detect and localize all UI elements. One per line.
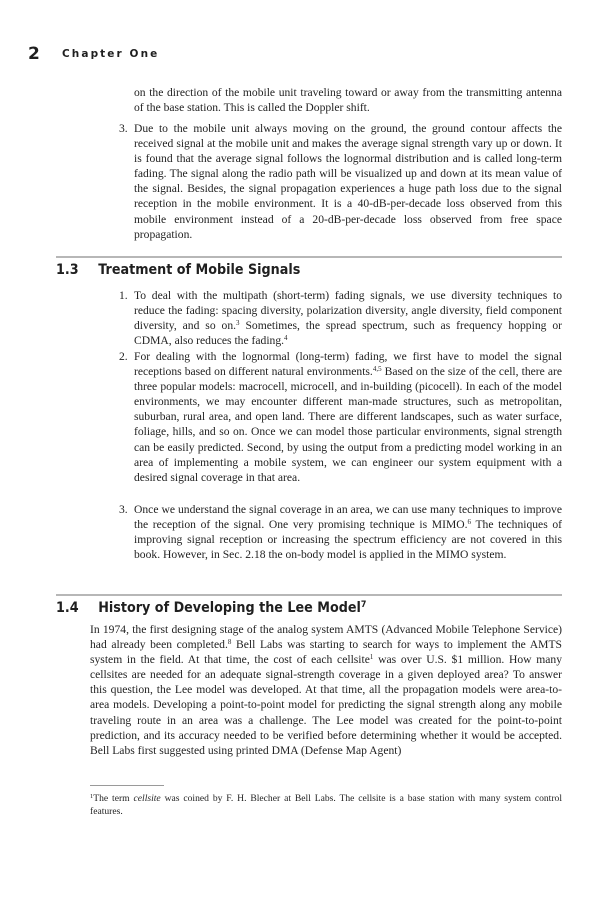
- chapter-label: Chapter One: [62, 48, 160, 60]
- page-number: 2: [28, 44, 40, 64]
- section-rule: [56, 256, 562, 258]
- footnote-ref: 1: [369, 653, 374, 662]
- citation-ref: 8: [227, 638, 232, 647]
- citation-ref: 7: [360, 600, 367, 610]
- list-item-text: Due to the mobile unit always moving on the ground, the ground contour affects the received signal at the mobile unit and makes the average signal strength vary up or down. It is found that the average signal follows the lognormal distribution and is called long-term fading. The signal along the radio path will be visualized up and down at its mean value of the signal. Besides, the signal propagation experiences a huge path loss due to the signal reception in the mobile environment. It is a 40-dB-per-decade loss observed from this mobile environment instead of a 20-dB-per-decade loss observed from free space propagation.: [134, 122, 562, 241]
- footnote-mark: 1: [90, 793, 94, 800]
- body-paragraph: In 1974, the first designing stage of the analog system AMTS (Advanced Mobile Telephone Service) had already been completed.$^8$ Bell Labs was starting to search for ways to implement the AMTS system in the field. At that time, the cost of each cellsite$^1$ was over U.S. $1 million. How many cellsites are needed for an adequate signal-strength coverage in a given deployed area? To answer this question, the Lee model was developed. At that time, all the propagation models were area-to-area models. Developing a point-to-point model for predicting the signal strength along any mobile traveling route in an area was a challenge. The Lee model was created for the point-to-point prediction, and its accuracy needed to be verified before determining whether it would be accepted. Bell Labs first suggested using printed DMA (Defense Map Agent): [90, 623, 563, 757]
- section-title: History of Developing the Lee Model: [98, 600, 361, 616]
- citation-ref: 4: [284, 334, 288, 343]
- list-number: 1.: [119, 289, 128, 302]
- citation-ref: 3: [236, 319, 240, 328]
- list-number: 3.: [119, 122, 128, 135]
- continued-paragraph: on the direction of the mobile unit traveling toward or away from the transmitting antenna of the base station. This is called the Doppler shift.: [134, 86, 562, 115]
- section-rule: [56, 594, 562, 596]
- section-heading-1-4: [56, 600, 366, 616]
- citation-ref: 4,5: [372, 365, 382, 374]
- list-number: 3.: [119, 503, 128, 516]
- section-heading-1-3: [56, 262, 300, 278]
- footnote-rule: [90, 785, 164, 786]
- list-number: 2.: [119, 350, 128, 363]
- section-number: 1.4: [56, 600, 79, 616]
- footnote: $^1$The term cellsite was coined by F. H. Blecher at Bell Labs. The cellsite is a base station with many system control features.: [90, 793, 562, 817]
- list-item-text: Once we understand the signal coverage in an area, we can use many techniques to improve the reception of the signal. One very promising technique is MIMO.$^6$ The techniques of improving signal reception or increasing the spectrum efficiency are not covered in this book. However, in Sec. 2.18 the on-body model is applied in the MIMO system.: [134, 503, 563, 562]
- footnote-term: cellsite: [133, 793, 161, 804]
- section-title: Treatment of Mobile Signals: [98, 262, 301, 278]
- section-number: 1.3: [56, 262, 79, 278]
- list-item-text: To deal with the multipath (short-term) fading signals, we use diversity techniques to reduce the fading: spacing diversity, polarization diversity, angle diversity, field component diversity, and so on.$^3$ Sometimes, the spread spectrum, such as frequency hopping or CDMA, also reduces the fading.$^4$: [134, 289, 562, 348]
- citation-ref: 6: [467, 518, 472, 527]
- list-item-text: For dealing with the lognormal (long-term) fading, we first have to model the signal receptions based on different natural environments.$^{4,5}$ Based on the size of the cell, there are three popular models: macrocell, microcell, and in-building (picocell). In each of the model environments, we may encounter different man-made structures, such as metropolitan, suburban, rural area, and open land. There are different landscapes, such as water surface, foliage, hills, and so on. Once we can model those particular environments, signal strength can be easily predicted. Second, by using the output from a predicting model working in an area of implementing a mobile system, we can engineer our system equipment with a desired signal coverage in that area.: [134, 350, 562, 484]
